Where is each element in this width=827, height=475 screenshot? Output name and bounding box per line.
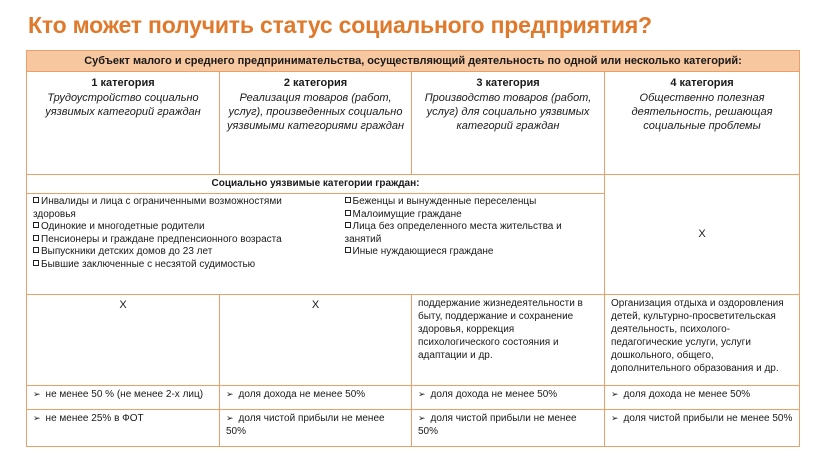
arrow-bullet-icon: ➢ [226, 389, 234, 399]
checkbox-icon [33, 260, 39, 266]
category-1-criterion-2: ➢ не менее 25% в ФОТ [27, 410, 220, 447]
arrow-bullet-icon: ➢ [418, 389, 426, 399]
arrow-bullet-icon: ➢ [33, 413, 41, 423]
category-2-title: 2 категория [283, 77, 348, 89]
category-2-criterion-1: ➢ доля дохода не менее 50% [220, 386, 412, 410]
list-item: Беженцы и вынужденные переселенцы [345, 196, 599, 209]
category-4-cell [605, 72, 800, 175]
category-4-criterion-2: ➢ доля чистой прибыли не менее 50% [605, 410, 800, 447]
list-item: Иные нуждающиеся граждане [345, 246, 599, 259]
category-3-criterion-2: ➢ доля чистой прибыли не менее 50% [412, 410, 605, 447]
arrow-bullet-icon: ➢ [226, 413, 234, 423]
category-4-groups-mark: X [605, 175, 800, 295]
vulnerable-groups-left [33, 196, 287, 272]
category-3-cell [412, 72, 605, 175]
table-header: Субъект малого и среднего предпринимательства, осуществляющий деятельность по одной или несколько категорий: [27, 51, 800, 72]
checkbox-icon [345, 222, 351, 228]
category-1-description: Трудоустройство социально уязвимых категорий граждан [45, 92, 201, 118]
checkbox-icon [345, 247, 351, 253]
arrow-bullet-icon: ➢ [611, 413, 619, 423]
category-1-activity: X [27, 295, 220, 386]
category-2-activity: X [220, 295, 412, 386]
category-4-description: Общественно полезная деятельность, решающая социальные проблемы [631, 92, 773, 132]
category-1-criterion-1: ➢ не менее 50 % (не менее 2-х лиц) [27, 386, 220, 410]
social-enterprise-table [26, 50, 800, 447]
list-item: Пенсионеры и граждане предпенсионного возраста [33, 234, 287, 247]
category-4-activity: Организация отдыха и оздоровления детей, культурно-просветительская деятельность, психолого-педагогические услуги, услуги дошкольного, общего, дополнительного образования и др. [605, 295, 800, 386]
category-3-title: 3 категория [476, 77, 540, 89]
list-item: Инвалиды и лица с ограниченными возможностями здоровья [33, 196, 282, 220]
list-item: Бывшие заключенные с несзятой судимостью [33, 259, 287, 272]
arrow-bullet-icon: ➢ [611, 389, 619, 399]
list-item: Одинокие и многодетные родители [33, 221, 287, 234]
list-item: Лица без определенного места жительства и занятий [344, 221, 562, 245]
category-3-description: Производство товаров (работ, услуг) для социально уязвимых категорий граждан [424, 92, 592, 132]
vulnerable-groups-cell [27, 194, 605, 295]
page-title: Кто может получить статус социального предприятия? [28, 12, 652, 38]
category-2-description: Реализация товаров (работ, услуг), произведенных социально уязвимыми категориями граждан [226, 92, 404, 132]
checkbox-icon [33, 222, 39, 228]
vulnerable-groups-right [287, 196, 599, 272]
checkbox-icon [33, 247, 39, 253]
category-2-criterion-2: ➢ доля чистой прибыли не менее 50% [220, 410, 412, 447]
arrow-bullet-icon: ➢ [418, 413, 426, 423]
checkbox-icon [345, 197, 351, 203]
category-1-title: 1 категория [91, 77, 155, 89]
list-item: Выпускники детских домов до 23 лет [33, 246, 287, 259]
category-1-cell [27, 72, 220, 175]
category-3-activity: поддержание жизнедеятельности в быту, поддержание и сохранение здоровья, коррекция психологического состояния и адаптации и др. [412, 295, 605, 386]
checkbox-icon [33, 235, 39, 241]
vulnerable-groups-title: Социально уязвимые категории граждан: [27, 175, 605, 194]
category-4-title: 4 категория [670, 77, 734, 89]
category-4-criterion-1: ➢ доля дохода не менее 50% [605, 386, 800, 410]
checkbox-icon [33, 197, 39, 203]
arrow-bullet-icon: ➢ [33, 389, 41, 399]
list-item: Малоимущие граждане [345, 209, 599, 222]
category-3-criterion-1: ➢ доля дохода не менее 50% [412, 386, 605, 410]
category-2-cell [220, 72, 412, 175]
checkbox-icon [345, 210, 351, 216]
